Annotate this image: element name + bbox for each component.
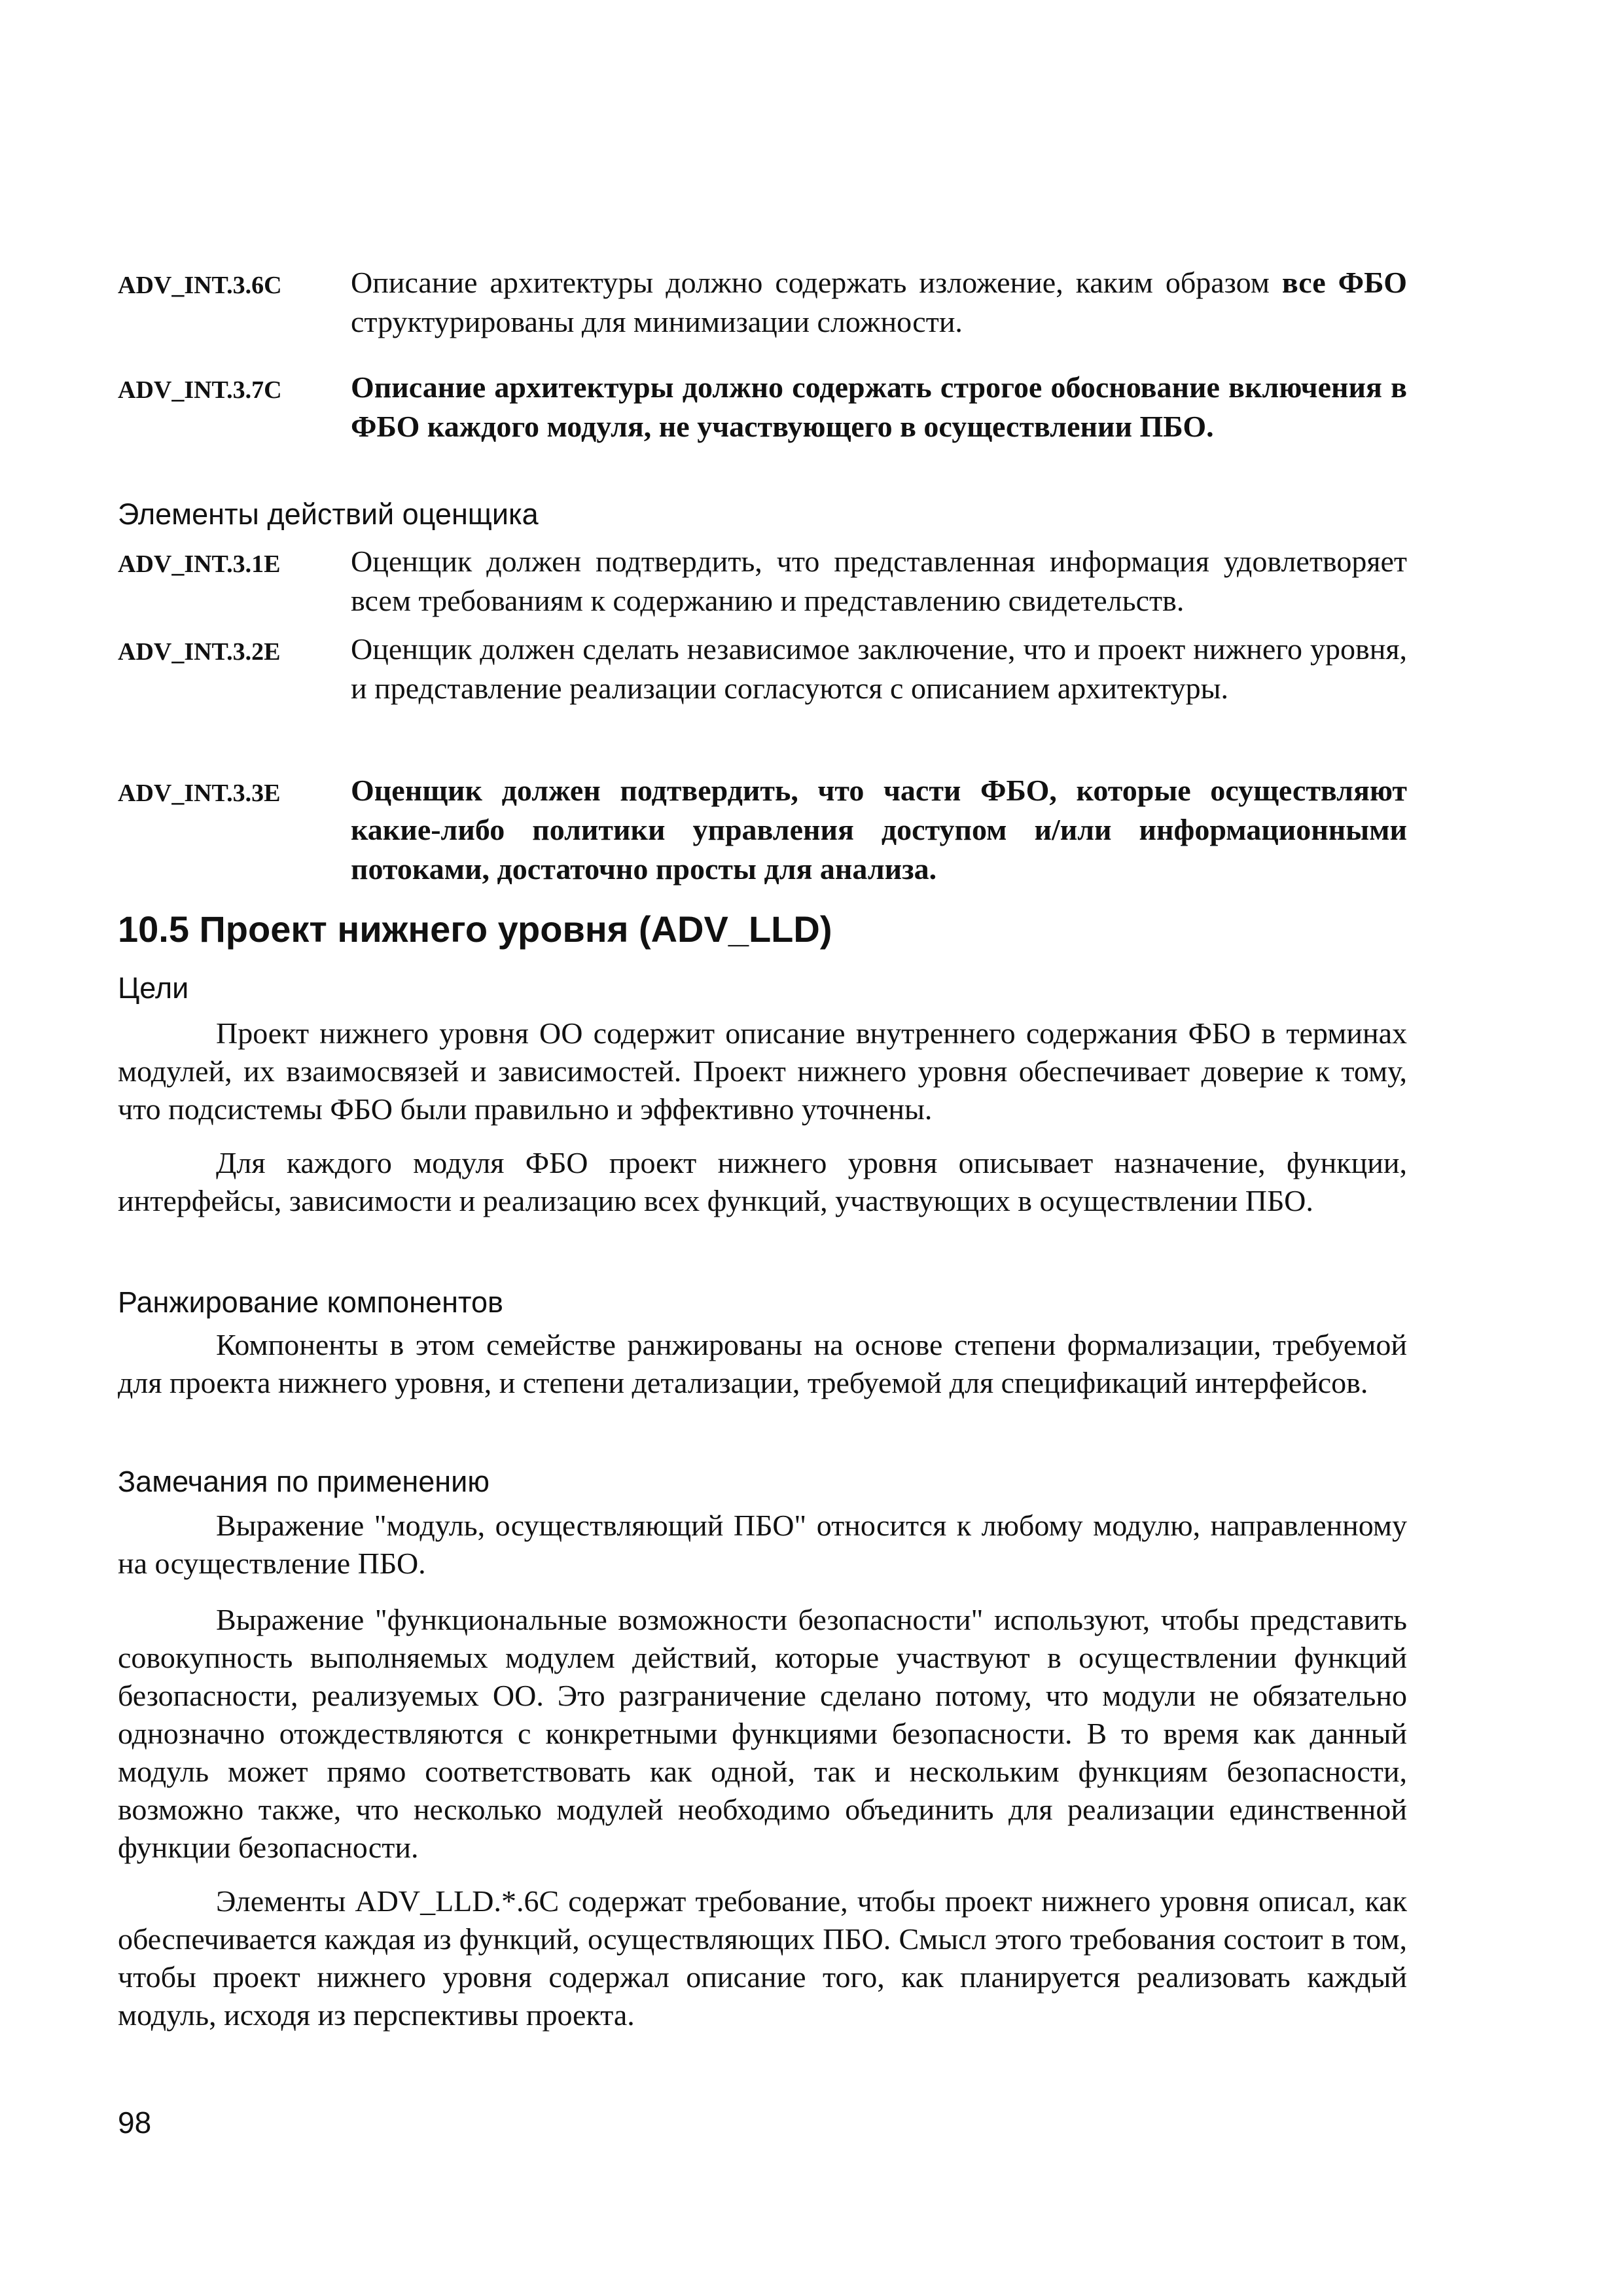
section-title: 10.5 Проект нижнего уровня (ADV_LLD) — [118, 908, 832, 950]
objectives-paragraph: Проект нижнего уровня ОО содержит описание внутреннего содержания ФБО в терминах модулей, их взаимосвязей и зависимостей. Проект нижнего уровня обеспечивает доверие к тому, что подсистемы ФБО были правильно и эффективно уточнены. — [118, 1016, 1407, 1126]
element-text: Оценщик должен подтвердить, что части ФБО, которые осуществляют какие-либо политики управления доступом и/или информационными потоками, достаточно просты для анализа. — [351, 774, 1407, 886]
element-text: Оценщик должен сделать независимое заключение, что и проект нижнего уровня, и представление реализации согласуются с описанием архитектуры. — [351, 632, 1407, 705]
requirement-element — [118, 368, 1407, 446]
ranking-heading: Ранжирование компонентов — [118, 1285, 503, 1319]
application-notes-paragraph: Выражение "модуль, осуществляющий ПБО" относится к любому модулю, направленному на осуществление ПБО. — [118, 1509, 1407, 1580]
objectives-heading: Цели — [118, 971, 189, 1005]
element-id: ADV_INT.3.2E — [118, 638, 281, 666]
application-notes-paragraph: Элементы ADV_LLD.*.6C содержат требование, чтобы проект нижнего уровня описал, как обеспечивается каждая из функций, осуществляющих ПБО. Смысл этого требования состоит в том, чтобы проект нижнего уровня содержал описание того, как планируется реализовать каждый модуль, исходя из перспективы проекта. — [118, 1884, 1407, 2032]
element-text: Описание архитектуры должно содержать строгое обоснование включения в ФБО каждого модуля, не участвующего в осуществлении ПБО. — [351, 370, 1407, 443]
requirement-element — [118, 630, 1407, 708]
ranking-paragraph: Компоненты в этом семействе ранжированы на основе степени формализации, требуемой для проекта нижнего уровня, и степени детализации, требуемой для спецификаций интерфейсов. — [118, 1328, 1407, 1399]
element-id: ADV_INT.3.1E — [118, 550, 281, 578]
evaluator-elements-heading: Элементы действий оценщика — [118, 497, 539, 531]
objectives-paragraph: Для каждого модуля ФБО проект нижнего уровня описывает назначение, функции, интерфейсы, зависимости и реализацию всех функций, участвующих в осуществлении ПБО. — [118, 1146, 1407, 1217]
application-notes-heading: Замечания по применению — [118, 1465, 490, 1498]
requirement-element — [118, 771, 1407, 889]
application-notes-paragraph: Выражение "функциональные возможности безопасности" используют, чтобы представить совокупность выполняемых модулем действий, которые участвуют в осуществлении функций безопасности, реализуемых ОО. Это разграничение сделано потому, что модули не обязательно однозначно отождествляются с конкретными функциями безопасности. В то время как данный модуль может прямо соответствовать как одной, так и нескольким функциям безопасности, возможно также, что несколько модулей необходимо объединить для реализации единственной функции безопасности. — [118, 1603, 1407, 1864]
element-text: Оценщик должен подтвердить, что представленная информация удовлетворяет всем требованиям к содержанию и представлению свидетельств. — [351, 545, 1407, 617]
requirement-element — [118, 263, 1407, 342]
element-id: ADV_INT.3.3E — [118, 780, 281, 807]
requirement-element — [118, 542, 1407, 620]
page-number: 98 — [118, 2106, 152, 2140]
element-id: ADV_INT.3.7C — [118, 376, 282, 404]
element-text: Описание архитектуры должно содержать изложение, каким образом все ФБО структурированы для минимизации сложности. — [351, 266, 1407, 338]
element-id: ADV_INT.3.6C — [118, 272, 282, 299]
